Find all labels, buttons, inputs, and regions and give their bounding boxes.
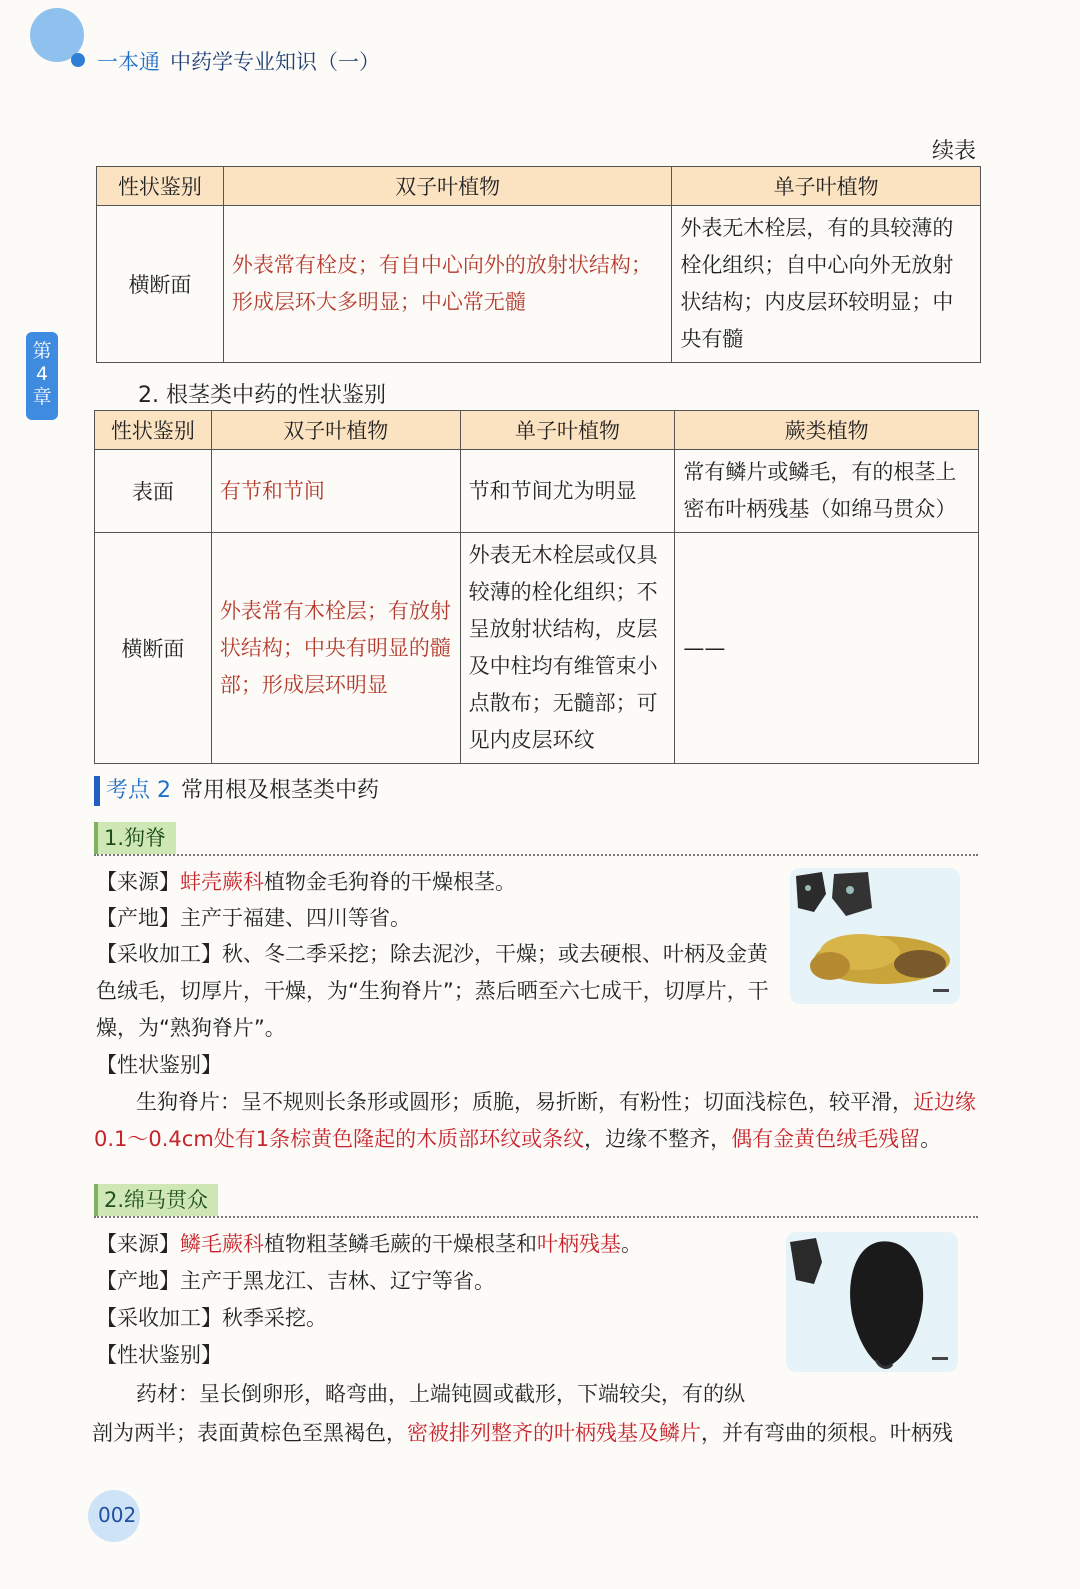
dicot-cell: 外表常有栓皮；有自中心向外的放射状结构；形成层环大多明显；中心常无髓 [223,206,671,363]
chapter-tab [26,332,58,420]
field-text: ，并有弯曲的须根。叶柄残 [701,1421,953,1445]
field-text: ，边缘不整齐， [584,1127,732,1151]
field-label: 【采收加工】 [96,1306,222,1330]
table-header-cell: 蕨类植物 [675,411,979,450]
field-text: 秋、冬二季采挖；除去泥沙，干燥；或去硬根、叶柄及金黄色绒毛，切厚片，干燥，为“生狗脊片”；蒸后晒至六七成干，切厚片，干燥，为“熟狗脊片”。 [96,942,769,1040]
table-header-cell: 单子叶植物 [460,411,675,450]
exam-point-label: 考点 [106,778,151,803]
field-text: 秋季采挖。 [222,1306,327,1330]
highlight-text: 叶柄残基 [537,1232,621,1256]
origin-line [96,1263,776,1300]
ident-paragraph [94,1084,980,1158]
process-paragraph [96,936,776,1047]
field-text: 。 [621,1232,642,1256]
table-header-row [97,167,981,206]
row-label: 横断面 [95,533,212,764]
exam-point-number: 2 [157,778,172,803]
source-line [96,1226,776,1263]
monocot-cell: 节和节间尤为明显 [460,450,675,533]
dicot-cell: 外表常有木栓层；有放射状结构；中央有明显的髓部；形成层环明显 [211,533,460,764]
source-line [96,864,776,901]
highlight-text: 密被排列整齐的叶柄残基及鳞片 [407,1421,701,1445]
table-header-cell: 双子叶植物 [211,411,460,450]
highlight-text: 偶有金黄色绒毛残留 [731,1127,921,1151]
fern-cell: 常有鳞片或鳞毛，有的根茎上密布叶柄残基（如绵马贯众） [675,450,979,533]
chapter-tab-line1: 第 [32,340,52,362]
gouji-specimen-image [790,868,960,1004]
field-text: 生狗脊片：呈不规则长条形或圆形；质脆，易折断，有粉性；切面浅棕色，较平滑， [136,1090,913,1114]
field-label: 【性状鉴别】 [96,1053,222,1077]
field-text: 植物粗茎鳞毛蕨的干燥根茎和 [264,1232,537,1256]
rhizome-identification-table [94,410,979,764]
specimen-photo-icon [786,1232,958,1372]
section-heading: 2. 根茎类中药的性状鉴别 [138,383,386,408]
row-label: 表面 [95,450,212,533]
specimen-photo-icon [790,868,960,1004]
dicot-cell: 有节和节间 [211,450,460,533]
table-row [95,450,979,533]
highlight-text: 鳞毛蕨科 [180,1232,264,1256]
continued-label: 续表 [932,139,977,164]
page-number: 002 [98,1503,137,1527]
field-text: 主产于黑龙江、吉林、辽宁等省。 [180,1269,495,1293]
highlight-text: 近边缘0.1～0.4cm处有1条棕黄色隆起的木质部环纹或条纹 [94,1090,976,1151]
mianma-specimen-image [786,1232,958,1372]
field-label: 【产地】 [96,1269,180,1293]
ident-line-2 [92,1415,978,1452]
table-header-cell: 双子叶植物 [223,167,671,206]
book-title [97,46,380,76]
field-text: 植物金毛狗脊的干燥根茎。 [264,870,516,894]
heading-bar-icon [94,776,100,806]
table-row [97,206,981,363]
field-label: 【来源】 [96,870,180,894]
origin-line [96,900,776,937]
field-label: 【来源】 [96,1232,180,1256]
field-text: 。 [920,1127,942,1151]
table-header-row [95,411,979,450]
field-label: 【性状鉴别】 [96,1343,222,1367]
dotted-divider [94,854,978,856]
herb-title: 1.狗脊 [94,822,176,854]
herb-title: 2.绵马贯众 [94,1184,218,1216]
bullet-dot-icon [71,53,85,67]
book-brand: 一本通 [97,50,160,74]
fern-cell: —— [675,533,979,764]
chapter-tab-line3: 章 [32,386,52,408]
table-header-cell: 单子叶植物 [672,167,981,206]
field-label: 【采收加工】 [96,942,222,966]
book-subject: 中药学专业知识（一） [170,50,380,74]
highlight-text: 蚌壳蕨科 [180,870,264,894]
monocot-cell: 外表无木栓层或仅具较薄的栓化组织；不呈放射状结构，皮层及中柱均有维管束小点散布；无髓部；可见内皮层环纹 [460,533,675,764]
row-label: 横断面 [97,206,224,363]
field-label: 【产地】 [96,906,180,930]
field-text: 主产于福建、四川等省。 [180,906,411,930]
monocot-cell: 外表无木栓层，有的具较薄的栓化组织；自中心向外无放射状结构；内皮层环较明显；中央有髓 [672,206,981,363]
exam-point-title: 常用根及根茎类中药 [181,778,380,803]
root-identification-table [96,166,981,363]
chapter-tab-number: 4 [35,363,49,385]
ident-label-line [96,1337,776,1374]
ident-line-1: 药材：呈长倒卵形，略弯曲，上端钝圆或截形，下端较尖，有的纵 [136,1382,745,1406]
process-line [96,1300,776,1337]
field-text: 剖为两半；表面黄棕色至黑褐色， [92,1421,407,1445]
table-header-cell: 性状鉴别 [95,411,212,450]
table-header-cell: 性状鉴别 [97,167,224,206]
exam-point-heading [94,773,379,806]
dotted-divider [94,1216,978,1218]
ident-label-line [96,1047,776,1084]
table-row [95,533,979,764]
